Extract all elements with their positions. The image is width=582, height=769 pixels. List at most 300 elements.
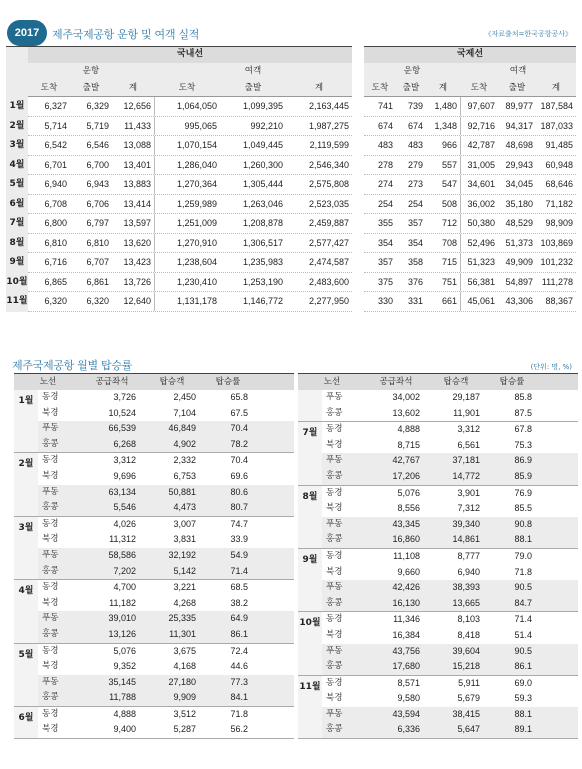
rate-cell: 71.4 [230,565,248,576]
seats-cell: 3,312 [113,455,136,466]
month-column-header [6,46,28,97]
table-cell: 508 [441,198,457,209]
table-row [364,175,576,195]
table-cell: 279 [407,159,423,170]
table-cell: 6,940 [44,179,67,189]
table-cell: 2,119,599 [309,140,349,150]
rate-cell: 88.1 [514,708,532,719]
table-cell: 13,883 [123,179,151,189]
rate-cell: 84.7 [514,597,532,608]
table-row [38,675,294,691]
passengers-cell: 3,512 [173,708,196,719]
boarding-header-cell: 탑승객 [443,377,469,387]
passengers-cell: 3,221 [173,582,196,593]
table-row [364,156,576,176]
rate-cell: 74.7 [230,518,248,529]
table-cell: 91,485 [545,140,573,150]
rate-cell: 67.8 [514,424,532,435]
route-name: 푸동 [326,455,343,466]
route-name: 북경 [42,597,59,608]
table-cell: 2,163,445 [308,101,349,111]
table-row [38,690,294,706]
route-name: 북경 [326,503,343,514]
table-cell: 1,238,604 [154,253,220,272]
passengers-cell: 6,753 [173,470,196,481]
table-cell: 6,800 [44,218,67,228]
route-name: 북경 [326,629,343,640]
seats-cell: 39,010 [108,613,136,624]
table-cell: 103,869 [540,237,573,248]
rate-cell: 85.9 [514,470,532,481]
seats-cell: 9,696 [113,470,136,481]
table-row [364,214,576,234]
table-row [38,390,294,406]
dom-sub-header: 계 [314,83,324,93]
month-rows [322,549,578,611]
table-row [38,611,294,627]
month-rows [38,453,294,515]
table-cell: 6,329 [86,101,109,111]
route-name: 홍콩 [42,692,59,703]
passengers-cell: 3,312 [457,424,480,435]
rate-cell: 65.8 [230,392,248,402]
month-group [14,390,294,453]
table-cell: 6,706 [86,198,109,209]
table-cell: 375 [377,276,393,287]
table-cell: 2,577,427 [308,237,349,248]
month-label: 11월 [298,676,322,738]
seats-cell: 63,134 [108,486,136,497]
table-row [28,273,352,293]
table-cell: 5,714 [44,120,67,131]
rate-cell: 59.3 [514,693,532,704]
passengers-cell: 6,940 [457,566,480,577]
route-name: 홍콩 [326,661,343,672]
table-cell: 1,259,989 [154,195,220,214]
rate-cell: 71.8 [514,566,532,577]
table-cell: 483 [407,140,423,150]
table-row [364,117,576,137]
table-row [322,596,578,612]
seats-cell: 16,860 [392,534,420,545]
table-cell: 254 [407,198,423,209]
table-cell: 1,348 [434,120,457,131]
passengers-cell: 4,473 [173,502,196,513]
month-label: 8월 [298,486,322,548]
table-cell: 1,049,445 [242,140,283,150]
year-badge: 2017 [7,20,47,46]
seats-cell: 43,756 [392,645,420,656]
table-cell: 1,099,395 [242,101,283,111]
seats-cell: 8,571 [397,677,420,688]
seats-cell: 17,680 [392,661,420,672]
table-cell: 42,787 [460,136,498,155]
table-row [322,486,578,502]
top-title: 제주국제공항 운항 및 여객 실적 [52,28,200,41]
route-name: 동경 [42,582,59,593]
month-label: 2월 [14,453,38,515]
rate-cell: 71.4 [514,614,532,625]
table-cell: 52,496 [460,234,498,253]
route-name: 홍콩 [42,438,59,449]
table-row [322,501,578,517]
boarding-header-cell: 노선 [323,377,341,387]
table-row [38,564,294,580]
month-label: 4월 [14,580,38,642]
table-row [322,549,578,565]
passengers-cell: 32,192 [168,549,196,560]
table-row [322,438,578,454]
dom-sub-header: 출발 [244,83,262,93]
month-rows [322,390,578,421]
int-passengers-header: 여객 [509,66,527,76]
seats-cell: 9,660 [397,566,420,577]
passengers-cell: 50,881 [168,486,196,497]
passengers-cell: 2,332 [173,455,196,466]
month-group [298,390,578,422]
table-cell: 13,423 [123,257,151,267]
table-cell: 1,230,410 [154,273,220,292]
table-cell: 1,270,910 [154,234,220,253]
rate-cell: 77.3 [230,676,248,687]
table-row [38,500,294,516]
table-cell: 1,064,050 [154,97,220,116]
route-name: 푸동 [326,518,343,529]
table-row [364,234,576,254]
boarding-header-cell: 탑승률 [499,377,525,387]
rate-cell: 80.6 [230,486,248,497]
rate-cell: 84.1 [230,692,248,703]
month-label: 1월 [14,390,38,452]
route-name: 푸동 [42,676,59,687]
rate-cell: 78.2 [230,438,248,449]
table-cell: 6,320 [86,296,109,306]
table-row [322,722,578,738]
rate-cell: 86.9 [514,455,532,466]
table-cell: 354 [407,237,423,248]
passengers-cell: 9,909 [173,692,196,703]
table-cell: 187,584 [540,101,573,111]
table-cell: 13,401 [123,159,151,170]
month-label: 10월 [6,273,28,293]
seats-cell: 3,726 [113,392,136,402]
table-row [322,390,578,406]
table-cell: 6,701 [44,159,67,170]
route-name: 동경 [326,677,343,688]
table-row [322,422,578,438]
table-row [364,195,576,215]
seats-cell: 11,182 [109,597,136,608]
route-name: 홍콩 [326,407,343,418]
table-cell: 50,380 [460,214,498,233]
table-row [28,292,352,312]
seats-cell: 13,126 [108,628,136,639]
route-name: 동경 [326,424,343,435]
passengers-cell: 8,418 [457,629,480,640]
month-label: 7월 [6,214,28,234]
month-label: 9월 [298,549,322,611]
boarding-header [298,373,578,390]
passengers-cell: 37,181 [452,455,480,466]
rate-cell: 64.9 [230,613,248,624]
table-row [322,659,578,675]
rate-cell: 72.4 [230,645,248,656]
boarding-header-cell: 공급좌석 [379,377,413,387]
table-cell: 34,601 [460,175,498,194]
month-group [298,486,578,549]
seats-cell: 35,145 [108,676,136,687]
seats-cell: 16,384 [392,629,420,640]
table-cell: 29,943 [505,159,533,170]
table-cell: 54,897 [505,276,533,287]
table-cell: 995,065 [154,117,220,136]
passengers-cell: 3,901 [457,487,480,498]
table-cell: 12,656 [123,101,151,111]
seats-cell: 4,888 [397,424,420,435]
table-row [322,707,578,723]
table-cell: 547 [441,179,457,189]
seats-cell: 6,336 [397,724,420,735]
seats-cell: 43,345 [392,518,420,529]
route-name: 홍콩 [326,534,343,545]
passengers-cell: 46,849 [168,423,196,434]
table-cell: 6,707 [86,257,109,267]
route-name: 푸동 [42,549,59,560]
table-cell: 2,459,887 [308,218,349,228]
table-row [28,253,352,273]
table-cell: 357 [377,257,393,267]
int-sub-header: 출발 [508,83,526,93]
table-row [322,644,578,660]
int-sub-headers [364,80,576,97]
table-row [322,532,578,548]
boarding-header-cell: 탑승률 [215,377,241,387]
table-row [38,580,294,596]
passengers-cell: 27,180 [168,676,196,687]
table-row [322,517,578,533]
rate-cell: 89.1 [514,724,532,735]
table-cell: 98,909 [545,218,573,228]
table-row [322,565,578,581]
international-header: 국제선 [364,46,576,63]
table-cell: 48,698 [505,140,533,150]
table-row [28,234,352,254]
table-cell: 330 [377,296,393,306]
route-name: 북경 [326,693,343,704]
table-cell: 254 [377,198,393,209]
route-name: 북경 [326,566,343,577]
seats-cell: 17,206 [392,470,420,481]
table-row [28,97,352,117]
month-group [14,707,294,739]
domestic-header: 국내선 [28,46,352,63]
seats-cell: 5,076 [397,487,420,498]
route-name: 푸동 [326,645,343,656]
month-group [298,422,578,485]
route-name: 동경 [42,518,59,529]
rate-cell: 68.5 [230,582,248,593]
dom-flights-header: 운항 [82,66,100,76]
table-cell: 12,640 [123,296,151,306]
seats-cell: 11,108 [393,550,420,561]
rate-cell: 70.4 [230,423,248,434]
month-label: 3월 [14,517,38,579]
table-cell: 1,480 [434,101,457,111]
table-cell: 1,260,300 [242,159,283,170]
route-name: 푸동 [326,708,343,719]
route-name: 북경 [42,724,59,735]
table-cell: 71,182 [545,198,573,209]
route-name: 동경 [42,645,59,656]
table-cell: 354 [377,237,393,248]
int-sub-header: 도착 [470,83,488,93]
table-cell: 1,263,046 [242,198,283,209]
passengers-cell: 39,340 [452,518,480,529]
dom-sub-headers [28,80,352,97]
seats-cell: 42,426 [392,582,420,593]
month-group [14,517,294,580]
table-cell: 358 [407,257,423,267]
passengers-cell: 2,450 [173,392,196,402]
passengers-cell: 29,187 [452,392,480,402]
table-cell: 13,620 [123,237,151,248]
int-sub-header: 계 [438,83,448,93]
bottom-title: 제주국제공항 월별 탑승률 [12,359,132,372]
international-block [364,46,576,312]
month-label: 2월 [6,117,28,137]
seats-cell: 9,400 [113,724,136,735]
table-cell: 331 [407,296,423,306]
international-rows [364,97,576,312]
rate-cell: 85.5 [514,503,532,514]
passengers-cell: 14,772 [452,470,480,481]
seats-cell: 9,352 [113,661,136,672]
rate-cell: 44.6 [230,661,248,672]
int-sub-header: 출발 [402,83,420,93]
table-cell: 992,210 [250,120,283,131]
route-name: 북경 [326,439,343,450]
rate-cell: 85.8 [514,392,532,402]
table-cell: 741 [377,101,393,111]
boarding-header-cell: 공급좌석 [95,377,129,387]
passengers-cell: 11,301 [169,628,196,639]
route-name: 푸동 [326,582,343,593]
table-cell: 2,277,950 [308,296,349,306]
table-cell: 6,542 [44,140,67,150]
month-rows [322,676,578,738]
seats-cell: 8,715 [397,439,420,450]
table-cell: 101,232 [540,257,573,267]
month-group [14,580,294,643]
table-cell: 48,529 [505,218,533,228]
boarding-header [14,373,294,390]
table-row [38,596,294,612]
passengers-cell: 3,675 [173,645,196,656]
table-cell: 1,305,444 [242,179,283,189]
table-cell: 13,726 [123,276,151,287]
table-cell: 43,306 [505,296,533,306]
passengers-cell: 7,312 [457,503,480,514]
seats-cell: 34,002 [392,392,420,402]
table-row [38,548,294,564]
table-row [322,453,578,469]
passengers-cell: 7,104 [173,407,196,418]
table-cell: 68,646 [545,179,573,189]
table-row [38,437,294,453]
table-cell: 5,719 [86,120,109,131]
route-name: 홍콩 [42,628,59,639]
month-group [298,549,578,612]
table-cell: 1,070,154 [154,136,220,155]
top-section [0,0,582,315]
table-row [322,628,578,644]
table-row [322,580,578,596]
table-cell: 13,597 [123,218,151,228]
table-cell: 674 [407,120,423,131]
table-row [38,469,294,485]
passengers-cell: 15,218 [452,661,480,672]
table-cell: 88,367 [545,296,573,306]
table-cell: 661 [441,296,457,306]
month-label: 6월 [6,195,28,215]
table-row [38,485,294,501]
boarding-header-cell: 탑승객 [159,377,185,387]
month-group [14,644,294,707]
table-row [38,532,294,548]
month-rows [38,644,294,706]
rate-cell: 90.8 [514,518,532,529]
seats-cell: 11,346 [393,614,420,625]
table-row [28,117,352,137]
table-cell: 1,131,178 [154,292,220,311]
table-cell: 89,977 [505,101,533,111]
month-label: 10월 [298,612,322,674]
table-row [322,691,578,707]
route-name: 동경 [42,708,59,719]
rate-cell: 71.8 [230,708,248,719]
table-cell: 1,253,190 [242,276,283,287]
table-cell: 94,317 [505,120,533,131]
table-cell: 739 [407,101,423,111]
table-cell: 187,033 [540,120,573,131]
table-cell: 557 [441,159,457,170]
table-cell: 966 [441,140,457,150]
month-label: 1월 [6,97,28,117]
boarding-right-half [298,373,578,739]
rate-cell: 67.5 [230,407,248,418]
passengers-cell: 3,831 [173,534,196,545]
route-name: 홍콩 [326,724,343,735]
dom-passengers-header: 여객 [244,66,262,76]
passengers-cell: 25,335 [168,613,196,624]
table-cell: 483 [377,140,393,150]
month-label: 8월 [6,234,28,254]
passengers-cell: 5,679 [457,693,480,704]
seats-cell: 4,700 [113,582,136,593]
table-row [364,273,576,293]
table-cell: 6,320 [44,296,67,306]
route-name: 북경 [42,661,59,672]
table-cell: 1,306,517 [242,237,283,248]
table-cell: 751 [441,276,457,287]
table-cell: 708 [441,237,457,248]
rate-cell: 33.9 [230,534,248,545]
table-row [322,676,578,692]
month-label: 3월 [6,136,28,156]
month-label: 11월 [6,292,28,312]
table-cell: 2,575,808 [308,179,349,189]
table-cell: 6,861 [86,276,109,287]
